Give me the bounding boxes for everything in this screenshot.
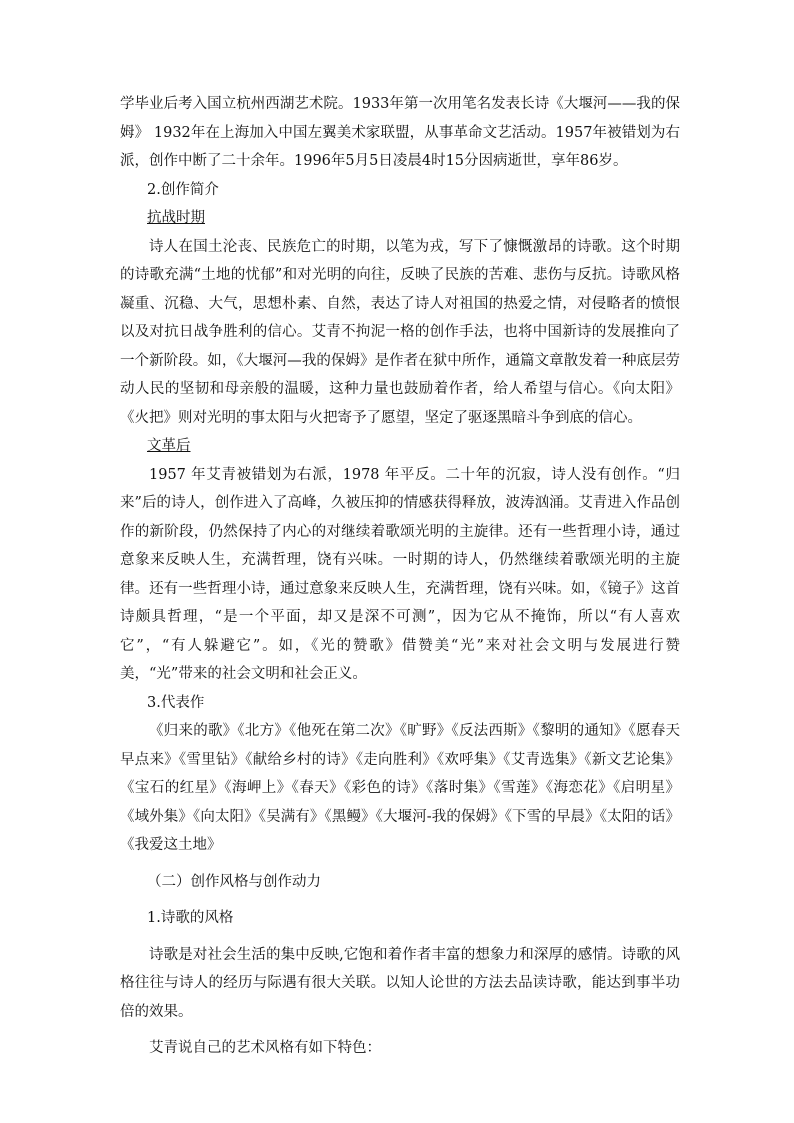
subheading-after-cultural-revolution: 文革后 [147, 438, 191, 454]
subheading-war-period: 抗战时期 [147, 210, 205, 226]
representative-works-list: 《归来的歌》《北方》《他死在第二次》《旷野》《反法西斯》《黎明的通知》《愿春天早点来》《雪里钻》《献给乡村的诗》《走向胜利》《欢呼集》《艾青选集》《新文艺论集》《宝石的红星》《海岬上》《春天》《彩色的诗》《落时集》《雪莲》《海恋花》《启明星》《域外集》《向太阳》《吴满有》《黑鳗》《大堰河-我的保姆》《下雪的早晨》《太阳的话》《我爱这土地》 [120, 723, 680, 853]
art-style-intro-paragraph: 艾青说自己的艺术风格有如下特色： [149, 1040, 381, 1056]
poetry-style-paragraph: 诗歌是对社会生活的集中反映,它饱和着作者丰富的想象力和深厚的感情。诗歌的风格往往与诗人的经历与际遇有很大关联。以知人论世的方法去品读诗歌，能达到事半功倍的效果。 [120, 946, 680, 1020]
section-heading-poetry-style: 1.诗歌的风格 [147, 910, 234, 926]
section-heading-style-and-motivation: （二）创作风格与创作动力 [147, 873, 321, 890]
war-period-paragraph: 诗人在国土沦丧、民族危亡的时期，以笔为戎，写下了慷慨激昂的诗歌。这个时期的诗歌充满“土地的忧郁”和对光明的向往，反映了民族的苦难、悲伤与反抗。诗歌风格凝重、沉稳、大气，思想朴素、自然，表达了诗人对祖国的热爱之情，对侵略者的愤恨以及对抗日战争胜利的信心。艾青不拘泥一格的创作手法，也将中国新诗的发展推向了一个新阶段。如，《大堰河—我的保姆》是作者在狱中所作，通篇文章散发着一种底层劳动人民的坚韧和母亲般的温暖，这种力量也鼓励着作者，给人希望与信心。《向太阳》《火把》则对光明的事太阳与火把寄予了愿望，坚定了驱逐黑暗斗争到底的信心。 [120, 238, 680, 426]
section-heading-representative-works: 3.代表作 [147, 694, 205, 711]
biography-paragraph: 学毕业后考入国立杭州西湖艺术院。1933年第一次用笔名发表长诗《大堰河——我的保姆》 1932年在上海加入中国左翼美术家联盟，从事革命文艺活动。1957年被错划为右派，创作中断了二十余年。1996年5月5日凌晨4时15分因病逝世，享年86岁。 [120, 96, 680, 169]
section-heading-creation-intro: 2.创作简介 [147, 181, 219, 198]
after-cultural-revolution-paragraph: 1957 年艾青被错划为右派，1978 年平反。二十年的沉寂，诗人没有创作。“归来”后的诗人，创作进入了高峰，久被压抑的情感获得释放，波涛汹涌。艾青进入作品创作的新阶段，仍然保持了内心的对继续着歌颂光明的主旋律。还有一些哲理小诗，通过意象来反映人生，充满哲理，饶有兴味。一时期的诗人，仍然继续着歌颂光明的主旋律。还有一些哲理小诗，通过意象来反映人生，充满哲理，饶有兴味。如，《镜子》这首诗颇具哲理，“是一个平面，却又是深不可测”，因为它从不掩饰，所以“有人喜欢它”，“有人躲避它”。如，《光的赞歌》借赞美“光”来对社会文明与发展进行赞美，“光”带来的社会文明和社会正义。 [120, 466, 680, 682]
document-body [120, 90, 680, 1063]
